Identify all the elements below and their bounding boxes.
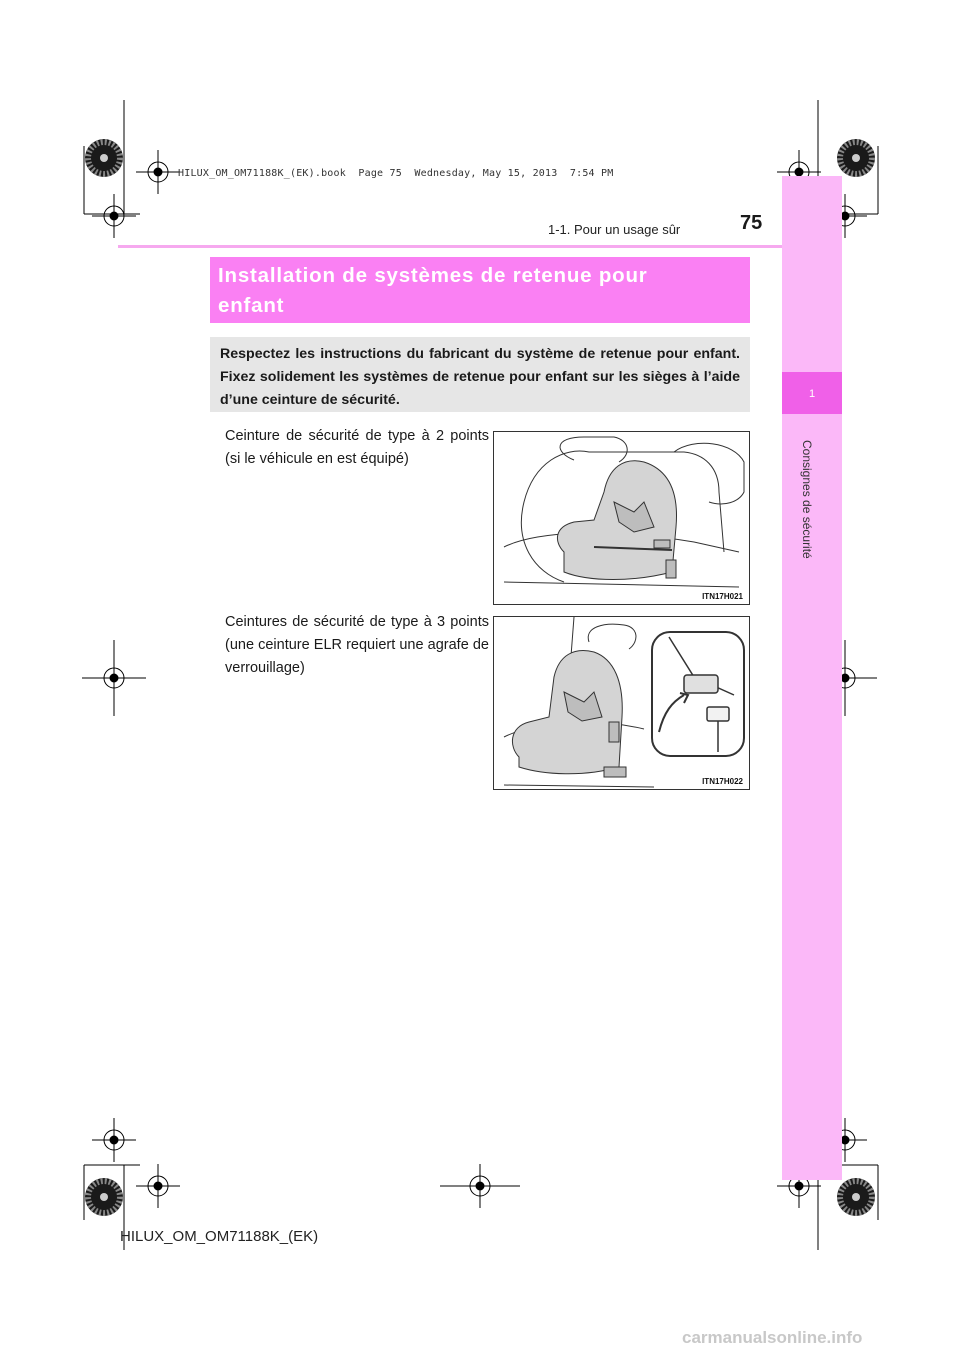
chapter-side-tab bbox=[782, 176, 842, 1180]
child-seat-3-point-illustration bbox=[494, 617, 749, 789]
chapter-number: 1 bbox=[808, 388, 816, 400]
figure-child-seat-3-point bbox=[493, 616, 750, 790]
page-title-line1: Installation de systèmes de retenue pour bbox=[218, 264, 648, 287]
page-title-line2: enfant bbox=[218, 294, 285, 317]
page-number: 75 bbox=[740, 212, 763, 234]
chapter-title: Consignes de sécurité bbox=[800, 440, 814, 559]
watermark: carmanualsonline.info bbox=[682, 1328, 863, 1347]
item-2-text: Ceintures de sécurité de type à 3 points (une ceinture ELR requiert une agrafe de verrouillage) bbox=[225, 614, 489, 676]
section-header: 1-1. Pour un usage sûr bbox=[548, 222, 681, 237]
child-seat-2-point-illustration bbox=[494, 432, 749, 604]
item-1-text: Ceinture de sécurité de type à 2 points (si le véhicule en est équipé) bbox=[225, 428, 489, 467]
intro-text: Respectez les instructions du fabricant du système de retenue pour enfant. Fixez solidement les systèmes de retenue pour enfant sur les sièges à l’aide d’une ceinture de sécurité. bbox=[220, 346, 740, 408]
figure-code-1: ITN17H021 bbox=[702, 592, 743, 601]
header-rule bbox=[118, 245, 782, 248]
title-banner bbox=[210, 257, 750, 323]
figure-code-2: ITN17H022 bbox=[702, 777, 743, 786]
footer-doc-code: HILUX_OM_OM71188K_(EK) bbox=[120, 1228, 319, 1245]
figure-child-seat-2-point bbox=[493, 431, 750, 605]
intro-box bbox=[210, 337, 750, 412]
file-stamp: HILUX_OM_OM71188K_(EK).book Page 75 Wednesday, May 15, 2013 7:54 PM bbox=[178, 168, 614, 179]
